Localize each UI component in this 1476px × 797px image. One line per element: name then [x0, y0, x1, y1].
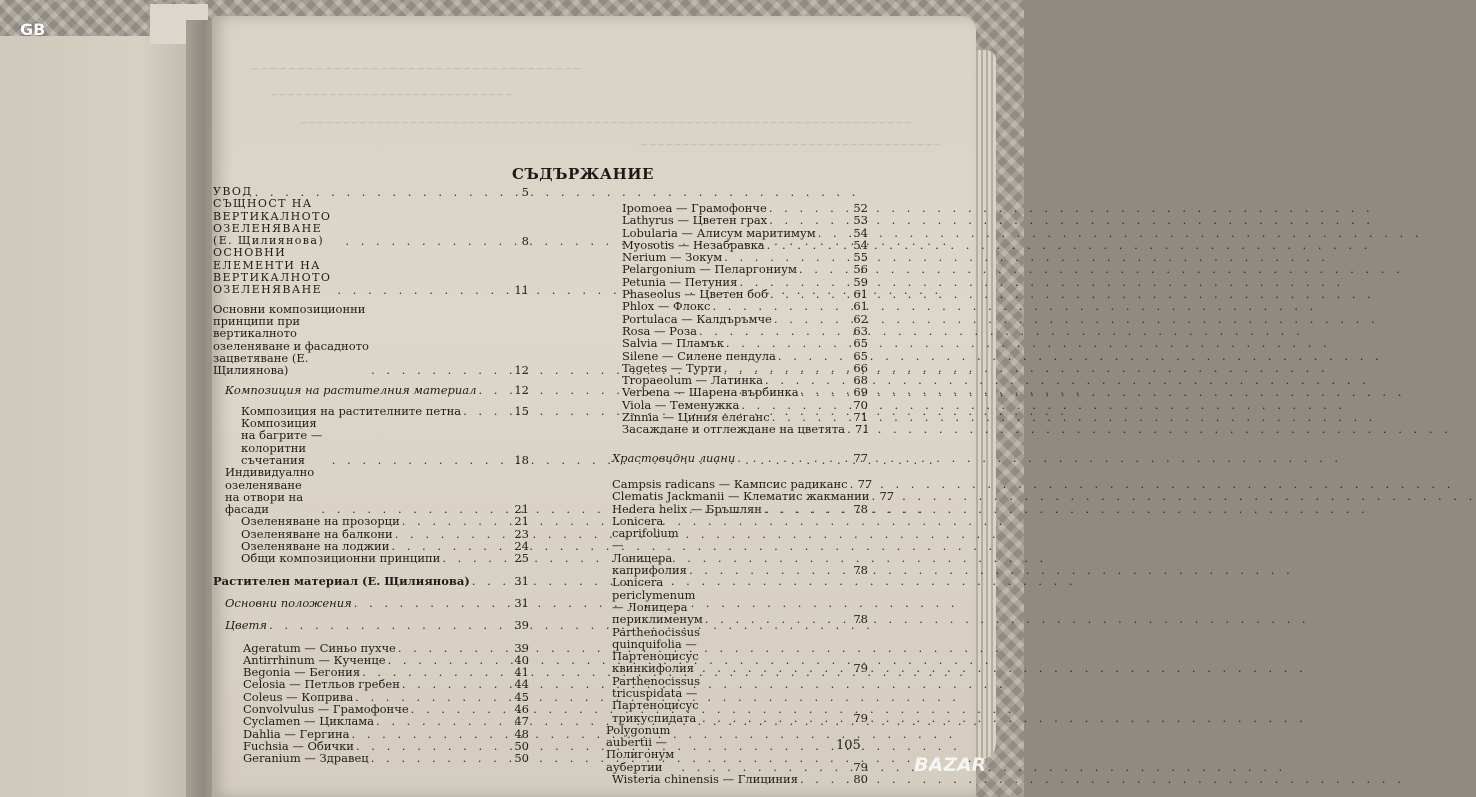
- toc-entry-title: Coleus — Коприва: [243, 689, 354, 704]
- dot-leader: [442, 552, 512, 564]
- toc-entry-title: ОСНОВНИ ЕЛЕМЕНТИ НА ВЕРТИКАЛНОТО ОЗЕЛЕНЯВАНЕ: [213, 246, 332, 297]
- toc-entry-title: Общи композиционни принципи: [241, 551, 441, 566]
- toc-entry-page: 78: [853, 501, 868, 516]
- dot-leader: [472, 575, 513, 587]
- toc-entry-page: 40: [514, 652, 529, 667]
- toc-entry-title: Petunia — Петуния: [622, 274, 738, 289]
- toc-entry-page: 41: [514, 665, 529, 680]
- toc-entry-page: 25: [514, 551, 529, 566]
- toc-entry: [213, 678, 529, 690]
- toc-entry-title: Цветя: [225, 618, 268, 633]
- toc-entry-page: 65: [853, 348, 868, 363]
- toc-entry-page: 31: [514, 595, 529, 610]
- toc-entry-title: Salvia — Пламък: [622, 336, 724, 351]
- dot-leader: [478, 384, 512, 396]
- toc-entry-title: Wisteria chinensis — Глициния: [612, 772, 798, 787]
- toc-entry: [600, 675, 868, 724]
- dot-leader: [705, 613, 852, 625]
- dot-leader: [764, 503, 851, 515]
- toc-entry-title: Rosa — Роза: [622, 323, 697, 338]
- toc-entry: [600, 724, 868, 773]
- bleed-through-text: ~~~~~~~~~~~~~~~~~~~~~~~~~~~~~: [270, 90, 513, 101]
- toc-entry-page: 18: [514, 452, 529, 467]
- toc-entry-page: 80: [853, 772, 868, 787]
- dot-leader: [398, 642, 512, 654]
- dot-leader: [402, 678, 513, 690]
- toc-entry: [213, 247, 529, 296]
- toc-entry-title: Zinnia — Циния елеганс: [622, 410, 770, 425]
- toc-entry-title: СЪЩНОСТ НА ВЕРТИКАЛНОТО ОЗЕЛЕНЯВАНЕ (Е. Щилиянова): [213, 197, 332, 248]
- toc-entry-title: Озеленяване на балкони: [241, 526, 393, 541]
- toc-entry-title: Nerium — Зокум: [622, 250, 723, 265]
- toc-entry-page: 70: [853, 397, 868, 412]
- toc-entry: [213, 515, 529, 527]
- toc-entry-page: 78: [853, 563, 868, 578]
- toc-entry: [213, 552, 529, 564]
- toc-entry-page: 11: [514, 283, 529, 298]
- toc-entry: [600, 350, 868, 362]
- toc-entry-page: 56: [853, 262, 868, 277]
- toc-entry-page: 63: [853, 323, 868, 338]
- toc-entry: [213, 597, 529, 609]
- toc-entry-page: 53: [853, 213, 868, 228]
- toc-entry-page: 54: [853, 225, 868, 240]
- toc-entry: [213, 466, 529, 515]
- dot-leader: [737, 452, 851, 464]
- toc-entry-page: 21: [514, 514, 529, 529]
- toc-entry-title: Lonicera caprifolium — Лоницера каприфолия: [612, 513, 687, 578]
- toc-entry-page: 79: [853, 759, 868, 774]
- toc-entry-title: УВОД: [213, 185, 253, 198]
- toc-entry-title: Растителен материал (Е. Щилиянова): [213, 573, 470, 588]
- dot-leader: [769, 214, 851, 226]
- toc-entry-page: 15: [514, 403, 529, 418]
- toc-entry-page: 45: [514, 689, 529, 704]
- toc-entry-page: 62: [853, 311, 868, 326]
- dot-leader: [801, 386, 852, 398]
- toc-entry-page: 65: [853, 336, 868, 351]
- toc-entry-page: 50: [514, 751, 529, 766]
- toc-entry-page: 44: [514, 677, 529, 692]
- toc-entry-title: Antirrhinum — Кученце: [243, 652, 386, 667]
- toc-entry-title: Verbena — Шарена върбинка: [622, 385, 799, 400]
- toc-entry-title: Храстовидни лиани: [612, 450, 736, 465]
- dot-leader: [726, 337, 851, 349]
- toc-entry-title: Ageratum — Синьо пухче: [243, 640, 396, 655]
- toc-entry-page: 79: [853, 710, 868, 725]
- toc-entry-page: 50: [514, 738, 529, 753]
- toc-entry-title: Tagetes — Турти: [622, 360, 722, 375]
- toc-entry-page: 66: [853, 360, 868, 375]
- toc-entry-page: 78: [853, 612, 868, 627]
- toc-entry-title: Композиция на растителните петна: [241, 403, 462, 418]
- toc-entry-title: Geranium — Здравец: [243, 751, 369, 766]
- dot-leader: [371, 752, 513, 764]
- toc-entry: [600, 489, 895, 504]
- bleed-through-text: ~~~~~~~~~~~~~~~~~~~~~~~~~~~~~~~~~~~~: [250, 62, 582, 75]
- toc-entry: [600, 626, 868, 675]
- toc-entry-title: Озеленяване на прозорци: [241, 514, 400, 529]
- toc-entry-page: 48: [514, 726, 529, 741]
- toc-entry-page: 69: [853, 385, 868, 400]
- toc-entry-page: 12: [514, 383, 529, 398]
- toc-entry-page: 39: [514, 640, 529, 655]
- dot-leader: [376, 715, 512, 727]
- toc-entry-page: 77: [853, 450, 868, 465]
- toc-entry-title: Portulaca — Калдъръмче: [622, 311, 772, 326]
- toc-entry-title: Silene — Силене пендула: [622, 348, 776, 363]
- toc-left-column: [213, 186, 529, 764]
- dot-leader: [778, 350, 851, 362]
- toc-entry: [600, 423, 868, 435]
- toc-entry-title: Parthenocissus quinquifolia — Партеноцисус квинкифолия: [612, 624, 700, 676]
- toc-entry-title: Озеленяване на лоджии: [241, 539, 390, 554]
- toc-entry: [600, 300, 868, 312]
- dot-leader: [689, 564, 851, 576]
- toc-entry-title: Ipomoea — Грамофонче: [622, 201, 767, 215]
- toc-entry-page: 52: [853, 201, 868, 215]
- toc-entry-page: 47: [514, 714, 529, 729]
- page-number: 105: [836, 738, 861, 753]
- dot-leader: [332, 454, 513, 466]
- toc-entry: [213, 417, 529, 466]
- dot-leader: [402, 515, 513, 527]
- toc-entry-page: 23: [514, 526, 529, 541]
- toc-entry-title: Viola — Теменужка: [622, 397, 740, 412]
- toc-entry-page: 5: [521, 185, 529, 199]
- toc-entry-title: Celosia — Петльов гребен: [243, 677, 400, 692]
- dot-leader: [800, 773, 851, 785]
- toc-entry-title: Засаждане и отглеждане на цветята: [622, 422, 846, 437]
- toc-entry: [213, 715, 529, 727]
- toc-entry-page: 54: [853, 237, 868, 252]
- toc-entry-page: 31: [514, 573, 529, 588]
- toc-entry: [600, 515, 868, 576]
- toc-entry-title: Pelargonium — Пеларгониум: [622, 262, 797, 277]
- toc-entry-title: Myosotis — Незабравка: [622, 237, 765, 252]
- toc-entry: [213, 619, 529, 631]
- toc-entry-page: 39: [514, 618, 529, 633]
- toc-entry: [213, 198, 529, 247]
- toc-entry-page: 12: [514, 363, 529, 378]
- toc-entry-title: Tropaeolum — Латинка: [622, 373, 764, 388]
- toc-entry: [213, 575, 529, 587]
- left-page: [0, 36, 200, 797]
- toc-entry-page: 55: [853, 250, 868, 265]
- toc-entry-page: 71: [853, 410, 868, 425]
- dot-leader: [847, 423, 853, 435]
- bleed-through-text: ~~~~~~~~~~~~~~~~~~~~~~~~~~~~~~~~~~~~: [640, 140, 942, 151]
- toc-entry-title: Cyclamen — Циклама: [243, 714, 375, 729]
- toc-entry: [600, 773, 868, 785]
- toc-entry: [213, 303, 529, 377]
- toc-entry-title: Основни положения: [225, 595, 352, 610]
- toc-entry-title: Индивидуално озеленяване на отвори на фасади: [225, 465, 315, 517]
- toc-entry-page: 24: [514, 539, 529, 554]
- toc-right-column: [600, 201, 895, 787]
- toc-entry: [600, 503, 868, 515]
- toc-entry-title: Clematis Jackmanii — Клематис жакмании: [612, 489, 870, 504]
- dot-leader: [702, 662, 851, 674]
- toc-entry-page: 68: [853, 373, 868, 388]
- toc-entry: [600, 214, 868, 226]
- toc-entry-page: 21: [514, 502, 529, 517]
- dot-leader: [712, 300, 851, 312]
- toc-entry-page: 46: [514, 701, 529, 716]
- toc-entry-title: Polygonum aubertii — Полигонум аубертии: [606, 722, 675, 774]
- toc-entry-page: 59: [853, 274, 868, 289]
- dot-leader: [799, 263, 851, 275]
- toc-entry-title: Lonicera periclymenum — Лоницера периклименум: [612, 575, 703, 627]
- toc-entry-title: Campsis radicans — Кампсис радиканс: [612, 476, 848, 491]
- dot-leader: [871, 490, 877, 502]
- toc-entry-page: 77: [879, 489, 895, 504]
- toc-entry-title: Композиция на растителния материал: [225, 383, 477, 398]
- toc-entry: [600, 386, 868, 398]
- dot-leader: [345, 235, 519, 247]
- toc-title: СЪДЪРЖАНИЕ: [512, 165, 654, 183]
- dot-leader: [337, 284, 512, 296]
- toc-entry-title: Lobularia — Алисум маритимум: [622, 225, 816, 240]
- toc-entry-title: Phlox — Флокс: [622, 299, 711, 314]
- dot-leader: [354, 597, 513, 609]
- toc-entry-page: 8: [521, 234, 529, 249]
- toc-entry-page: 61: [853, 299, 868, 314]
- toc-entry: [600, 576, 868, 625]
- bleed-through-text: ~~~~~~~~~~~~~~~~~~~~~~~~~~~~~~~~~~~~~~~~~~~~~~~~~~~~~~~~~~~~~~~~~~~~~~~~~: [300, 118, 912, 129]
- dot-leader: [702, 712, 851, 724]
- toc-entry-page: 77: [857, 476, 873, 491]
- toc-entry-title: Phaseolus — Цветен боб: [622, 287, 768, 302]
- toc-entry-page: 61: [853, 287, 868, 302]
- toc-entry: [600, 337, 868, 349]
- toc-entry: [600, 263, 868, 275]
- toc-entry: [213, 642, 529, 654]
- toc-entry-title: Parthenocissus tricuspidata — Партеноцисус трикуспидата: [612, 673, 700, 725]
- watermark-logo: BAZAR: [914, 754, 987, 776]
- dot-leader: [371, 364, 512, 376]
- toc-entry-title: Основни композиционни принципи при вертикалното озеленяване и фасадното зацветяване (Е. Щилиянова): [213, 301, 369, 378]
- toc-entry-title: Begonia — Бегония: [243, 665, 361, 680]
- toc-entry-title: Lathyrus — Цветен грах: [622, 213, 768, 228]
- toc-entry-title: Hedera helix — Бръшлян: [612, 501, 762, 516]
- dot-leader: [463, 405, 512, 417]
- toc-entry-page: 71: [855, 422, 870, 437]
- toc-entry-title: Convolvulus — Грамофонче: [243, 701, 409, 716]
- toc-entry-title: Fuchsia — Обички: [243, 738, 354, 753]
- toc-entry-title: Композиция на багрите — колоритни съчетания: [241, 416, 323, 467]
- toc-entry-page: 79: [853, 661, 868, 676]
- toc-entry: [213, 752, 529, 764]
- toc-entry: [213, 384, 529, 396]
- toc-entry: [600, 452, 868, 464]
- dot-leader: [269, 619, 512, 631]
- toc-entry-title: Dahlia — Гергина: [243, 726, 350, 741]
- watermark-gb: GB: [20, 20, 46, 39]
